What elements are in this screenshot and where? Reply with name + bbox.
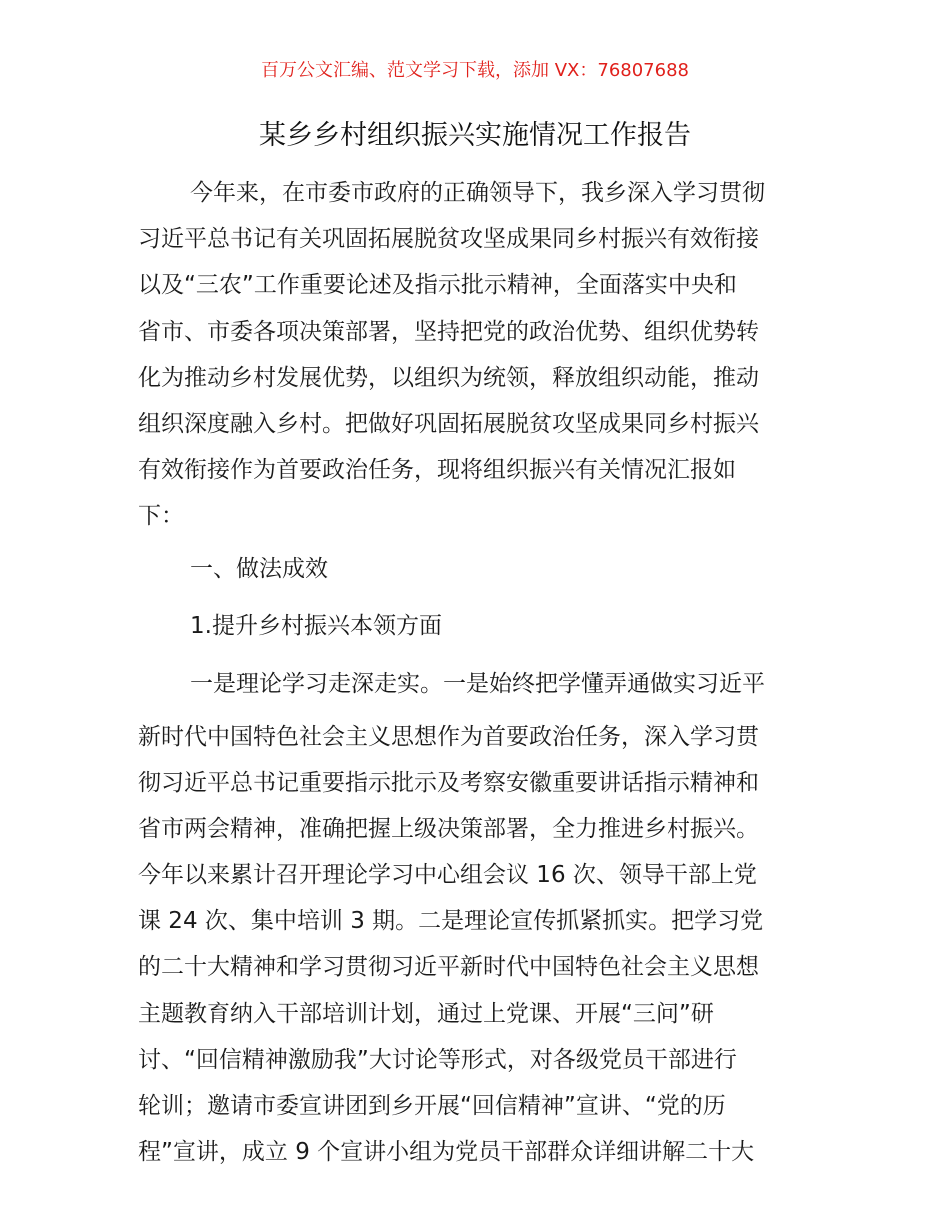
paragraph-line: 新时代中国特色社会主义思想作为首要政治任务，深入学习贯 [138,723,759,750]
paragraph-line: 主题教育纳入干部培训计划，通过上党课、开展“三问”研 [138,1000,714,1027]
paragraph-line: 习近平总书记有关巩固拓展脱贫攻坚成果同乡村振兴有效衔接 [138,226,759,253]
paragraph-line: 讨、“回信精神激励我”大讨论等形式，对各级党员干部进行 [138,1046,737,1073]
paragraph-line: 课 24 次、集中培训 3 期。二是理论宣传抓紧抓实。把学习党 [138,908,764,935]
section-heading: 一、做法成效 [190,555,328,582]
paragraph-line: 一是理论学习走深走实。一是始终把学懂弄通做实习近平 [190,670,765,697]
paragraph-line: 组织深度融入乡村。把做好巩固拓展脱贫攻坚成果同乡村振兴 [138,410,759,437]
paragraph-line: 省市两会精神，准确把握上级决策部署，全力推进乡村振兴。 [138,815,759,842]
paragraph-line: 以及“三农”工作重要论述及指示批示精神，全面落实中央和 [138,272,737,299]
paragraph-line: 下： [138,503,184,530]
header-watermark-note: 百万公文汇编、范文学习下载，添加 VX：76807688 [261,60,689,81]
paragraph-line: 彻习近平总书记重要指示批示及考察安徽重要讲话指示精神和 [138,769,759,796]
paragraph-line: 的二十大精神和学习贯彻习近平新时代中国特色社会主义思想 [138,954,759,981]
paragraph-line: 轮训；邀请市委宣讲团到乡开展“回信精神”宣讲、“党的历 [138,1093,726,1119]
paragraph-line: 有效衔接作为首要政治任务，现将组织振兴有关情况汇报如 [138,457,736,484]
paragraph-line: 今年以来累计召开理论学习中心组会议 16 次、领导干部上党 [138,862,757,889]
paragraph-line: 今年来，在市委市政府的正确领导下，我乡深入学习贯彻 [190,180,765,206]
paragraph-line: 程”宣讲，成立 9 个宣讲小组为党员干部群众详细讲解二十大 [138,1139,755,1166]
subsection-heading: 1.提升乡村振兴本领方面 [190,612,442,639]
document-title: 某乡乡村组织振兴实施情况工作报告 [259,120,691,151]
paragraph-line: 省市、市委各项决策部署，坚持把党的政治优势、组织优势转 [138,318,759,345]
document-body [138,170,818,1175]
paragraph-line: 化为推动乡村发展优势，以组织为统领，释放组织动能，推动 [138,364,759,391]
